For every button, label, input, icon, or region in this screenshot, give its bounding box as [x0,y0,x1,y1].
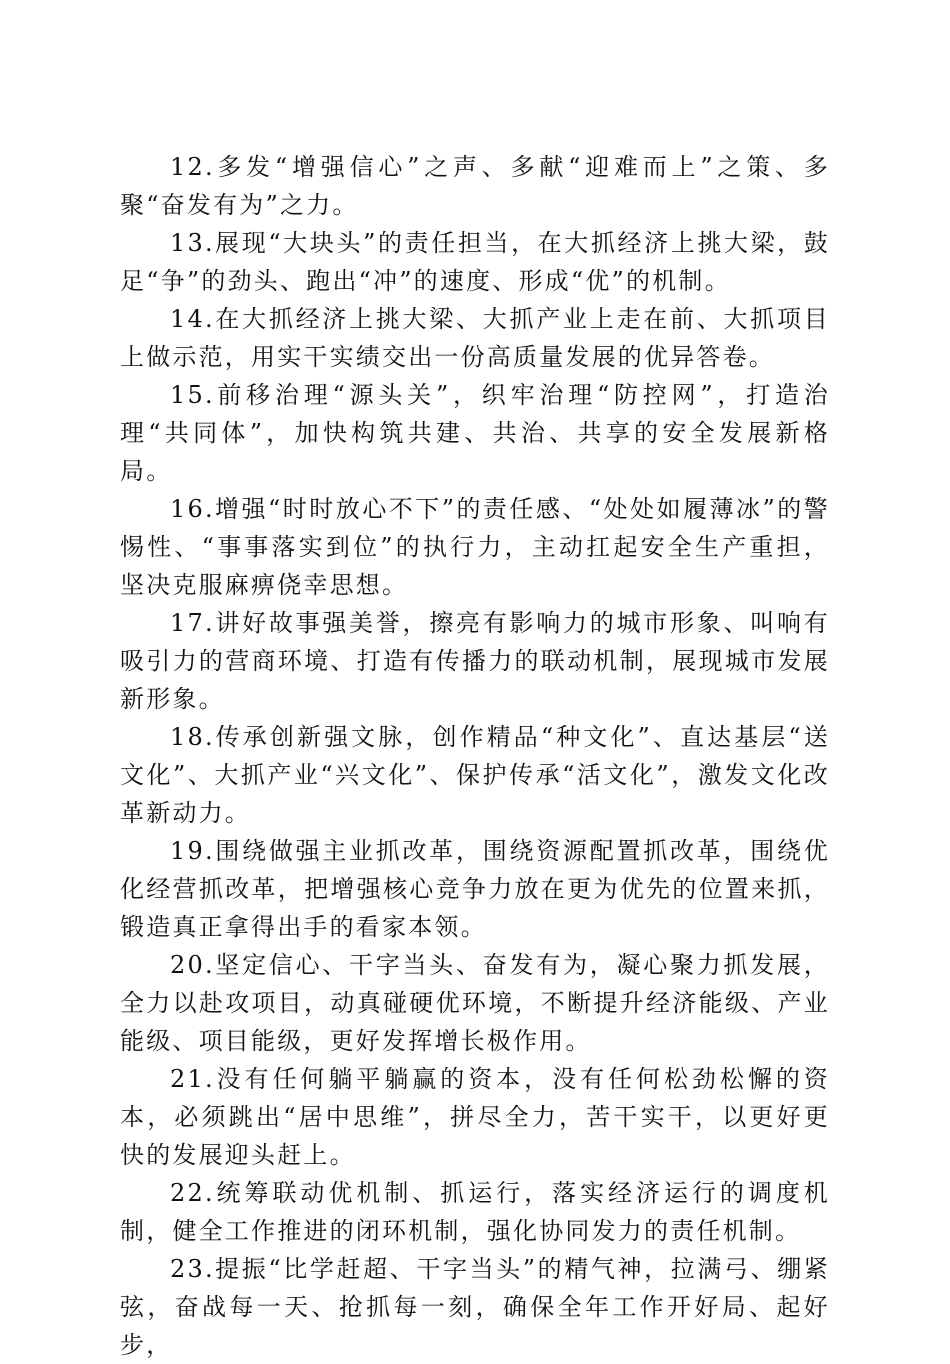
paragraph-17: 17.讲好故事强美誉，擦亮有影响力的城市形象、叫响有吸引力的营商环境、打造有传播力的联动机制，展现城市发展新形象。 [120,609,830,713]
paragraph-19: 19.围绕做强主业抓改革，围绕资源配置抓改革，围绕优化经营抓改革，把增强核心竞争力放在更为优先的位置来抓，锻造真正拿得出手的看家本领。 [120,837,830,941]
paragraph-20: 20.坚定信心、干字当头、奋发有为，凝心聚力抓发展，全力以赴攻项目，动真碰硬优环境，不断提升经济能级、产业能级、项目能级，更好发挥增长极作用。 [120,951,830,1055]
paragraph-14: 14.在大抓经济上挑大梁、大抓产业上走在前、大抓项目上做示范，用实干实绩交出一份高质量发展的优异答卷。 [120,305,830,371]
paragraph-21: 21.没有任何躺平躺赢的资本，没有任何松劲松懈的资本，必须跳出“居中思维”，拼尽全力，苦干实干，以更好更快的发展迎头赶上。 [120,1065,830,1169]
paragraph-16: 16.增强“时时放心不下”的责任感、“处处如履薄冰”的警惕性、“事事落实到位”的执行力，主动扛起安全生产重担，坚决克服麻痹侥幸思想。 [120,495,830,599]
paragraph-13: 13.展现“大块头”的责任担当，在大抓经济上挑大梁，鼓足“争”的劲头、跑出“冲”的速度、形成“优”的机制。 [120,229,830,295]
paragraph-23: 23.提振“比学赶超、干字当头”的精气神，拉满弓、绷紧弦，奋战每一天、抢抓每一刻，确保全年工作开好局、起好步， [120,1255,830,1359]
paragraph-18: 18.传承创新强文脉，创作精品“种文化”、直达基层“送文化”、大抓产业“兴文化”、保护传承“活文化”，激发文化改革新动力。 [120,723,830,827]
paragraph-22: 22.统筹联动优机制、抓运行，落实经济运行的调度机制，健全工作推进的闭环机制，强化协同发力的责任机制。 [120,1179,830,1245]
document-body [120,148,830,1364]
paragraph-15: 15.前移治理“源头关”，织牢治理“防控网”，打造治理“共同体”，加快构筑共建、共治、共享的安全发展新格局。 [120,381,830,485]
paragraph-12: 12.多发“增强信心”之声、多献“迎难而上”之策、多聚“奋发有为”之力。 [120,153,830,219]
